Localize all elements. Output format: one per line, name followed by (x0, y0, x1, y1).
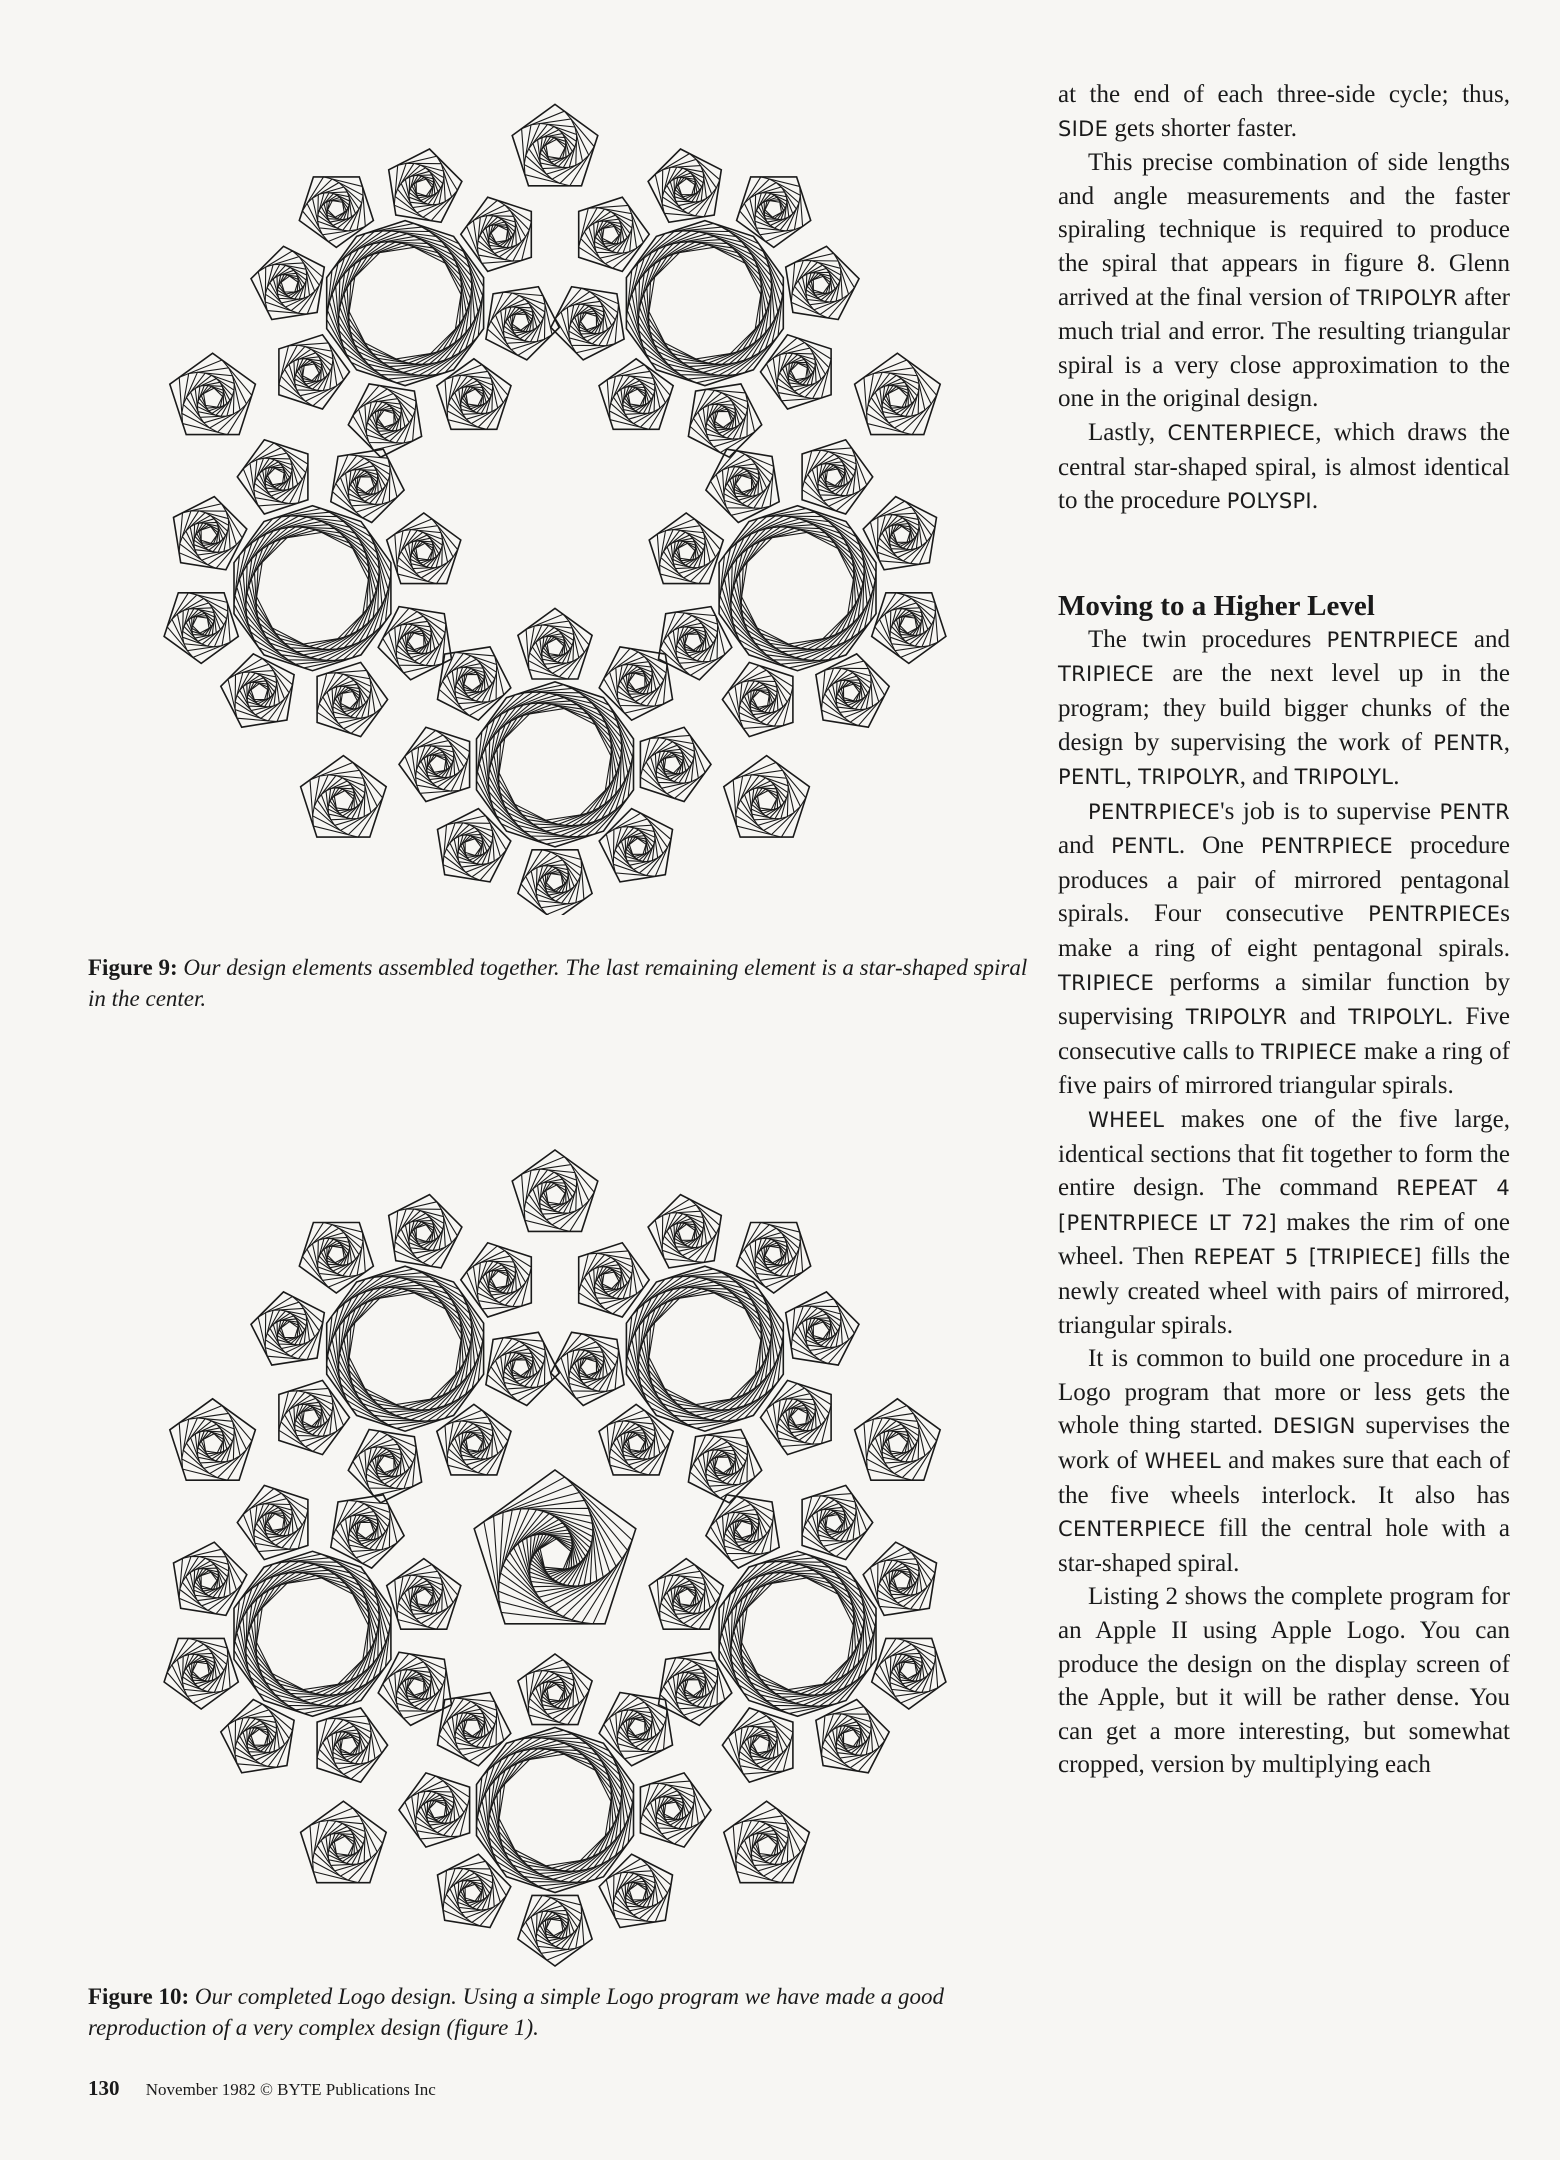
spiral-line (526, 614, 589, 679)
spiral-line (740, 1223, 803, 1288)
spiral-line (657, 519, 720, 584)
spiral-line (332, 231, 478, 375)
spiral-line (733, 763, 806, 838)
spiral-line (731, 522, 864, 655)
rosette-group (164, 104, 946, 915)
code-term: PENTR (1433, 730, 1504, 755)
spiral-line (302, 1223, 365, 1288)
spiral-line (632, 1277, 778, 1421)
spiral-line (875, 1638, 938, 1703)
figure-9-caption (88, 952, 1028, 1014)
text-run: makes the rim of one wheel. Then (1058, 1208, 1510, 1271)
text-run: , which draws the central star-shaped spiral, is almost identical to the procedure (1058, 418, 1510, 515)
spiral-line (864, 360, 937, 435)
text-run: , (1503, 728, 1510, 756)
text-run: after much trial and error. The resulting triangular spiral is a very close approximation to the one in the original design. (1058, 283, 1510, 413)
spiral-line (731, 1567, 864, 1700)
code-term: DESIGN (1272, 1414, 1356, 1439)
spiral-line (279, 1389, 344, 1452)
spiral-line (332, 1277, 478, 1421)
spiral-line (728, 1711, 793, 1774)
figure-10-drawing (125, 1100, 985, 1975)
code-term: REPEAT 5 [TRIPIECE] (1193, 1245, 1422, 1270)
spiral-line (767, 1384, 832, 1447)
code-term: SIDE (1058, 116, 1109, 141)
code-term: PENTRPIECE (1088, 799, 1221, 824)
spiral-line (243, 1489, 308, 1552)
text-run: s make a ring of eight pentagonal spirals. (1058, 900, 1510, 963)
code-term: PENTR (1439, 799, 1510, 824)
spiral-line (445, 365, 508, 430)
code-term: PENTRPIECE (1368, 902, 1501, 927)
figure-9-caption-text: Our design elements assembled together. The last remaining element is a star-shaped spiral in the center. (88, 955, 1028, 1011)
spiral-line (522, 1157, 595, 1232)
article-paragraph (1058, 1103, 1510, 1342)
spiral-line (482, 1738, 628, 1882)
article-paragraph (1058, 416, 1510, 519)
text-run: . Five consecutive calls to (1058, 1003, 1510, 1065)
text-run: are the next level up in the program; they build bigger chunks of the design by supervising the work of (1058, 660, 1510, 756)
text-run: The twin procedures (1088, 625, 1327, 653)
text-run: make a ring of five pairs of mirrored triangular spirals. (1058, 1037, 1510, 1100)
code-term: PENTL (1111, 834, 1179, 859)
spiral-line (864, 1406, 937, 1481)
spiral-line (657, 1565, 720, 1630)
spiral-line (489, 1743, 622, 1876)
code-term: WHEEL (1144, 1448, 1221, 1473)
spiral-line (167, 1638, 230, 1703)
article-paragraph (1058, 795, 1510, 1103)
spiral-line (240, 516, 386, 660)
spiral-line (802, 448, 867, 511)
spiral-line (579, 205, 644, 268)
figure-9-drawing (125, 70, 985, 915)
spiral-line (607, 1410, 670, 1475)
spiral-line (521, 850, 584, 915)
figure-10-image (125, 1100, 985, 1975)
spiral-line (640, 736, 705, 799)
code-term: CENTERPIECE (1167, 420, 1316, 445)
spiral-line (767, 338, 832, 401)
text-run: 's job is to supervise (1220, 797, 1440, 825)
spiral-line (521, 1895, 584, 1960)
article-paragraph (1058, 78, 1510, 146)
code-term: PENTRPIECE (1326, 627, 1459, 652)
spiral-line (501, 1508, 610, 1612)
text-run: performs a similar function by supervising (1058, 968, 1510, 1031)
code-term: PENTRPIECE (1260, 834, 1393, 859)
spiral-line (632, 231, 778, 375)
spiral-line (339, 236, 472, 369)
text-run: makes one of the five large, identical sections that fit together to form the entire design. The command (1058, 1106, 1510, 1202)
code-term: TRIPOLYR (1138, 765, 1240, 790)
spiral-line (167, 593, 230, 658)
article-paragraph (1058, 146, 1510, 416)
code-term: TRIPOLYR (1356, 285, 1458, 310)
figure-10-label: Figure 10: (88, 1984, 190, 2009)
text-run: , and (1239, 763, 1295, 791)
spiral-line (728, 666, 793, 729)
spiral-line (246, 1567, 379, 1700)
spiral-line (310, 763, 383, 838)
publication-line: November 1982 © BYTE Publications Inc (145, 2080, 436, 2099)
spiral-line (484, 1477, 632, 1624)
text-run: . (1311, 487, 1319, 515)
spiral-line (339, 1282, 472, 1415)
text-run: Listing 2 shows the complete program for an Apple II using Apple Logo. You can produce the design on the display screen of the Apple, but it will be rather dense. You can get a more interesting, but somewhat cropped, version by multiplying each (1058, 1583, 1510, 1779)
spiral-line (179, 360, 252, 435)
article-paragraph (1058, 1342, 1510, 1580)
text-run: . (1393, 763, 1400, 791)
spiral-line (243, 443, 308, 506)
text-run: procedure produces a pair of mirrored pentagonal spirals. Four consecutive (1058, 832, 1510, 928)
code-term: WHEEL (1088, 1108, 1165, 1133)
spiral-line (482, 692, 628, 836)
code-term: CENTERPIECE (1058, 1517, 1206, 1542)
text-run: . One (1178, 832, 1261, 860)
spiral-line (639, 1282, 772, 1415)
text-run: gets shorter faster. (1108, 114, 1298, 142)
spiral-line (302, 177, 365, 242)
text-run: and (1458, 625, 1510, 653)
spiral-line (522, 111, 595, 186)
spiral-line (607, 365, 670, 430)
spiral-line (531, 1534, 581, 1582)
text-run: at the end of each three-side cycle; thus, (1058, 81, 1510, 108)
spiral-line (725, 1562, 871, 1706)
page-footer (88, 2076, 436, 2101)
figure-9-image (125, 70, 985, 915)
spiral-line (405, 730, 470, 793)
spiral-line (310, 1808, 383, 1883)
article-paragraph (1058, 1580, 1510, 1782)
code-term: TRIPOLYR (1185, 1005, 1288, 1030)
figure-9-label: Figure 9: (88, 955, 178, 980)
spiral-line (802, 1494, 867, 1557)
spiral-line (474, 1470, 636, 1624)
spiral-line (489, 698, 622, 831)
code-term: PENTL (1058, 765, 1126, 790)
rosette-group (164, 1150, 946, 1966)
text-run: supervises the work of (1058, 1412, 1510, 1474)
page-number: 130 (88, 2076, 120, 2100)
text-run: It is common to build one procedure in a Logo program that more or less gets the whole thing started. (1058, 1345, 1510, 1440)
code-term: POLYSPI (1226, 489, 1312, 514)
figure-10-caption (88, 1981, 1028, 2043)
spiral-line (240, 1562, 386, 1706)
text-run: and (1287, 1003, 1349, 1031)
text-run: and makes sure that each of the five wheels interlock. It also has (1058, 1446, 1510, 1509)
code-term: TRIPOLYL (1294, 765, 1394, 790)
spiral-line (246, 522, 379, 655)
spiral-line (467, 200, 532, 263)
spiral-line (395, 1565, 458, 1630)
spiral-line (640, 1781, 705, 1844)
spiral-line (317, 671, 382, 734)
text-run: This precise combination of side lengths and angle measurements and the faster spiraling technique is required to produce the spiral that appears in figure 8. Glenn arrived at the final version of (1058, 149, 1510, 311)
text-run: fills the newly created wheel with pairs of mirrored, triangular spirals. (1058, 1243, 1511, 1339)
code-term: TRIPOLYL (1348, 1005, 1447, 1030)
spiral-line (317, 1716, 382, 1779)
code-term: REPEAT 4 [PENTRPIECE LT 72] (1058, 1176, 1510, 1235)
text-run: , (1125, 763, 1139, 791)
spiral-line (518, 1516, 591, 1586)
spiral-line (279, 343, 344, 406)
spiral-line (445, 1410, 508, 1475)
article-paragraph (1058, 623, 1510, 795)
text-run: fill the central hole with a star-shaped spiral. (1058, 1515, 1510, 1577)
spiral-line (395, 519, 458, 584)
figure-10-caption-text: Our completed Logo design. Using a simple Logo program we have made a good reproduction of a very complex design (figure 1). (88, 1984, 945, 2040)
spiral-line (179, 1406, 252, 1481)
code-term: TRIPIECE (1058, 970, 1155, 995)
article-column (1058, 78, 1510, 1782)
spiral-line (875, 593, 938, 658)
spiral-line (740, 177, 803, 242)
spiral-line (405, 1776, 470, 1839)
section-heading: Moving to a Higher Level (1058, 589, 1375, 622)
spiral-line (467, 1246, 532, 1309)
spiral-line (725, 516, 871, 660)
spiral-line (526, 1660, 589, 1725)
text-run: and (1058, 832, 1112, 860)
text-run: Lastly, (1088, 418, 1168, 446)
spiral-line (639, 236, 772, 369)
code-term: TRIPIECE (1058, 662, 1155, 687)
spiral-line (733, 1808, 806, 1883)
spiral-line (579, 1251, 644, 1314)
code-term: TRIPIECE (1261, 1039, 1358, 1064)
